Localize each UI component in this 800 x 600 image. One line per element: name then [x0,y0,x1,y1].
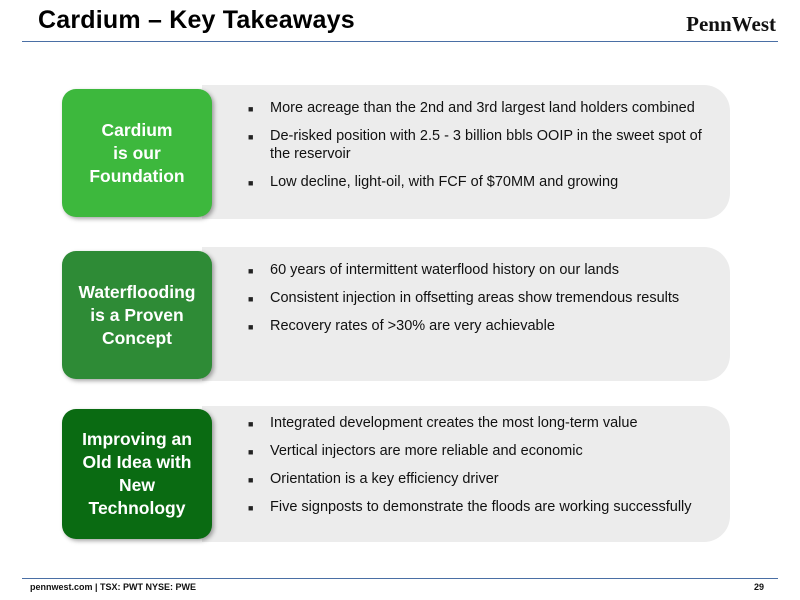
bullet-item: ■ Integrated development creates the most long-term value [248,415,638,431]
bullet-item: ■ Five signposts to demonstrate the floods are working successfully [248,499,692,515]
takeaway-section-technology [62,406,730,542]
square-bullet-icon: ■ [248,294,254,304]
bullet-item: ■ Orientation is a key efficiency driver [248,471,499,487]
takeaway-section-waterflooding [62,247,730,381]
bullet-item: ■ Consistent injection in offsetting areas show tremendous results [248,290,680,306]
footer-rule [22,578,778,579]
footer-ticker-text: pennwest.com | TSX: PWT NYSE: PWE [30,582,197,592]
bullet-list [248,261,724,345]
bullet-item: ■ Low decline, light-oil, with FCF of $70MM and growing [248,174,619,190]
square-bullet-icon: ■ [248,503,254,513]
bullet-item: ■ Vertical injectors are more reliable and economic [248,443,583,459]
bullet-item: ■ More acreage than the 2nd and 3rd largest land holders combined [248,100,695,116]
bullet-list [248,99,724,201]
square-bullet-icon: ■ [248,132,254,142]
bullet-list [248,414,724,526]
slide-title: Cardium – Key Takeaways [38,6,355,34]
bullet-item: ■ De-risked position with 2.5 - 3 billion bbls OOIP in the sweet spot of the reservoir [248,128,702,162]
page-number: 29 [753,582,764,592]
section-label: Improving an Old Idea with New Technology [62,409,212,539]
square-bullet-icon: ■ [248,475,254,485]
takeaway-section-foundation [62,85,730,219]
pennwest-logo: PennWest [686,12,776,36]
header-rule [22,41,778,42]
section-label: Cardium is our Foundation [62,89,212,217]
section-label: Waterflooding is a Proven Concept [62,251,212,379]
bullet-item: ■ Recovery rates of >30% are very achievable [248,318,555,334]
bullet-item: ■ 60 years of intermittent waterflood history on our lands [248,262,619,278]
square-bullet-icon: ■ [248,419,254,429]
square-bullet-icon: ■ [248,104,254,114]
square-bullet-icon: ■ [248,178,254,188]
square-bullet-icon: ■ [248,322,254,332]
square-bullet-icon: ■ [248,447,254,457]
square-bullet-icon: ■ [248,266,254,276]
